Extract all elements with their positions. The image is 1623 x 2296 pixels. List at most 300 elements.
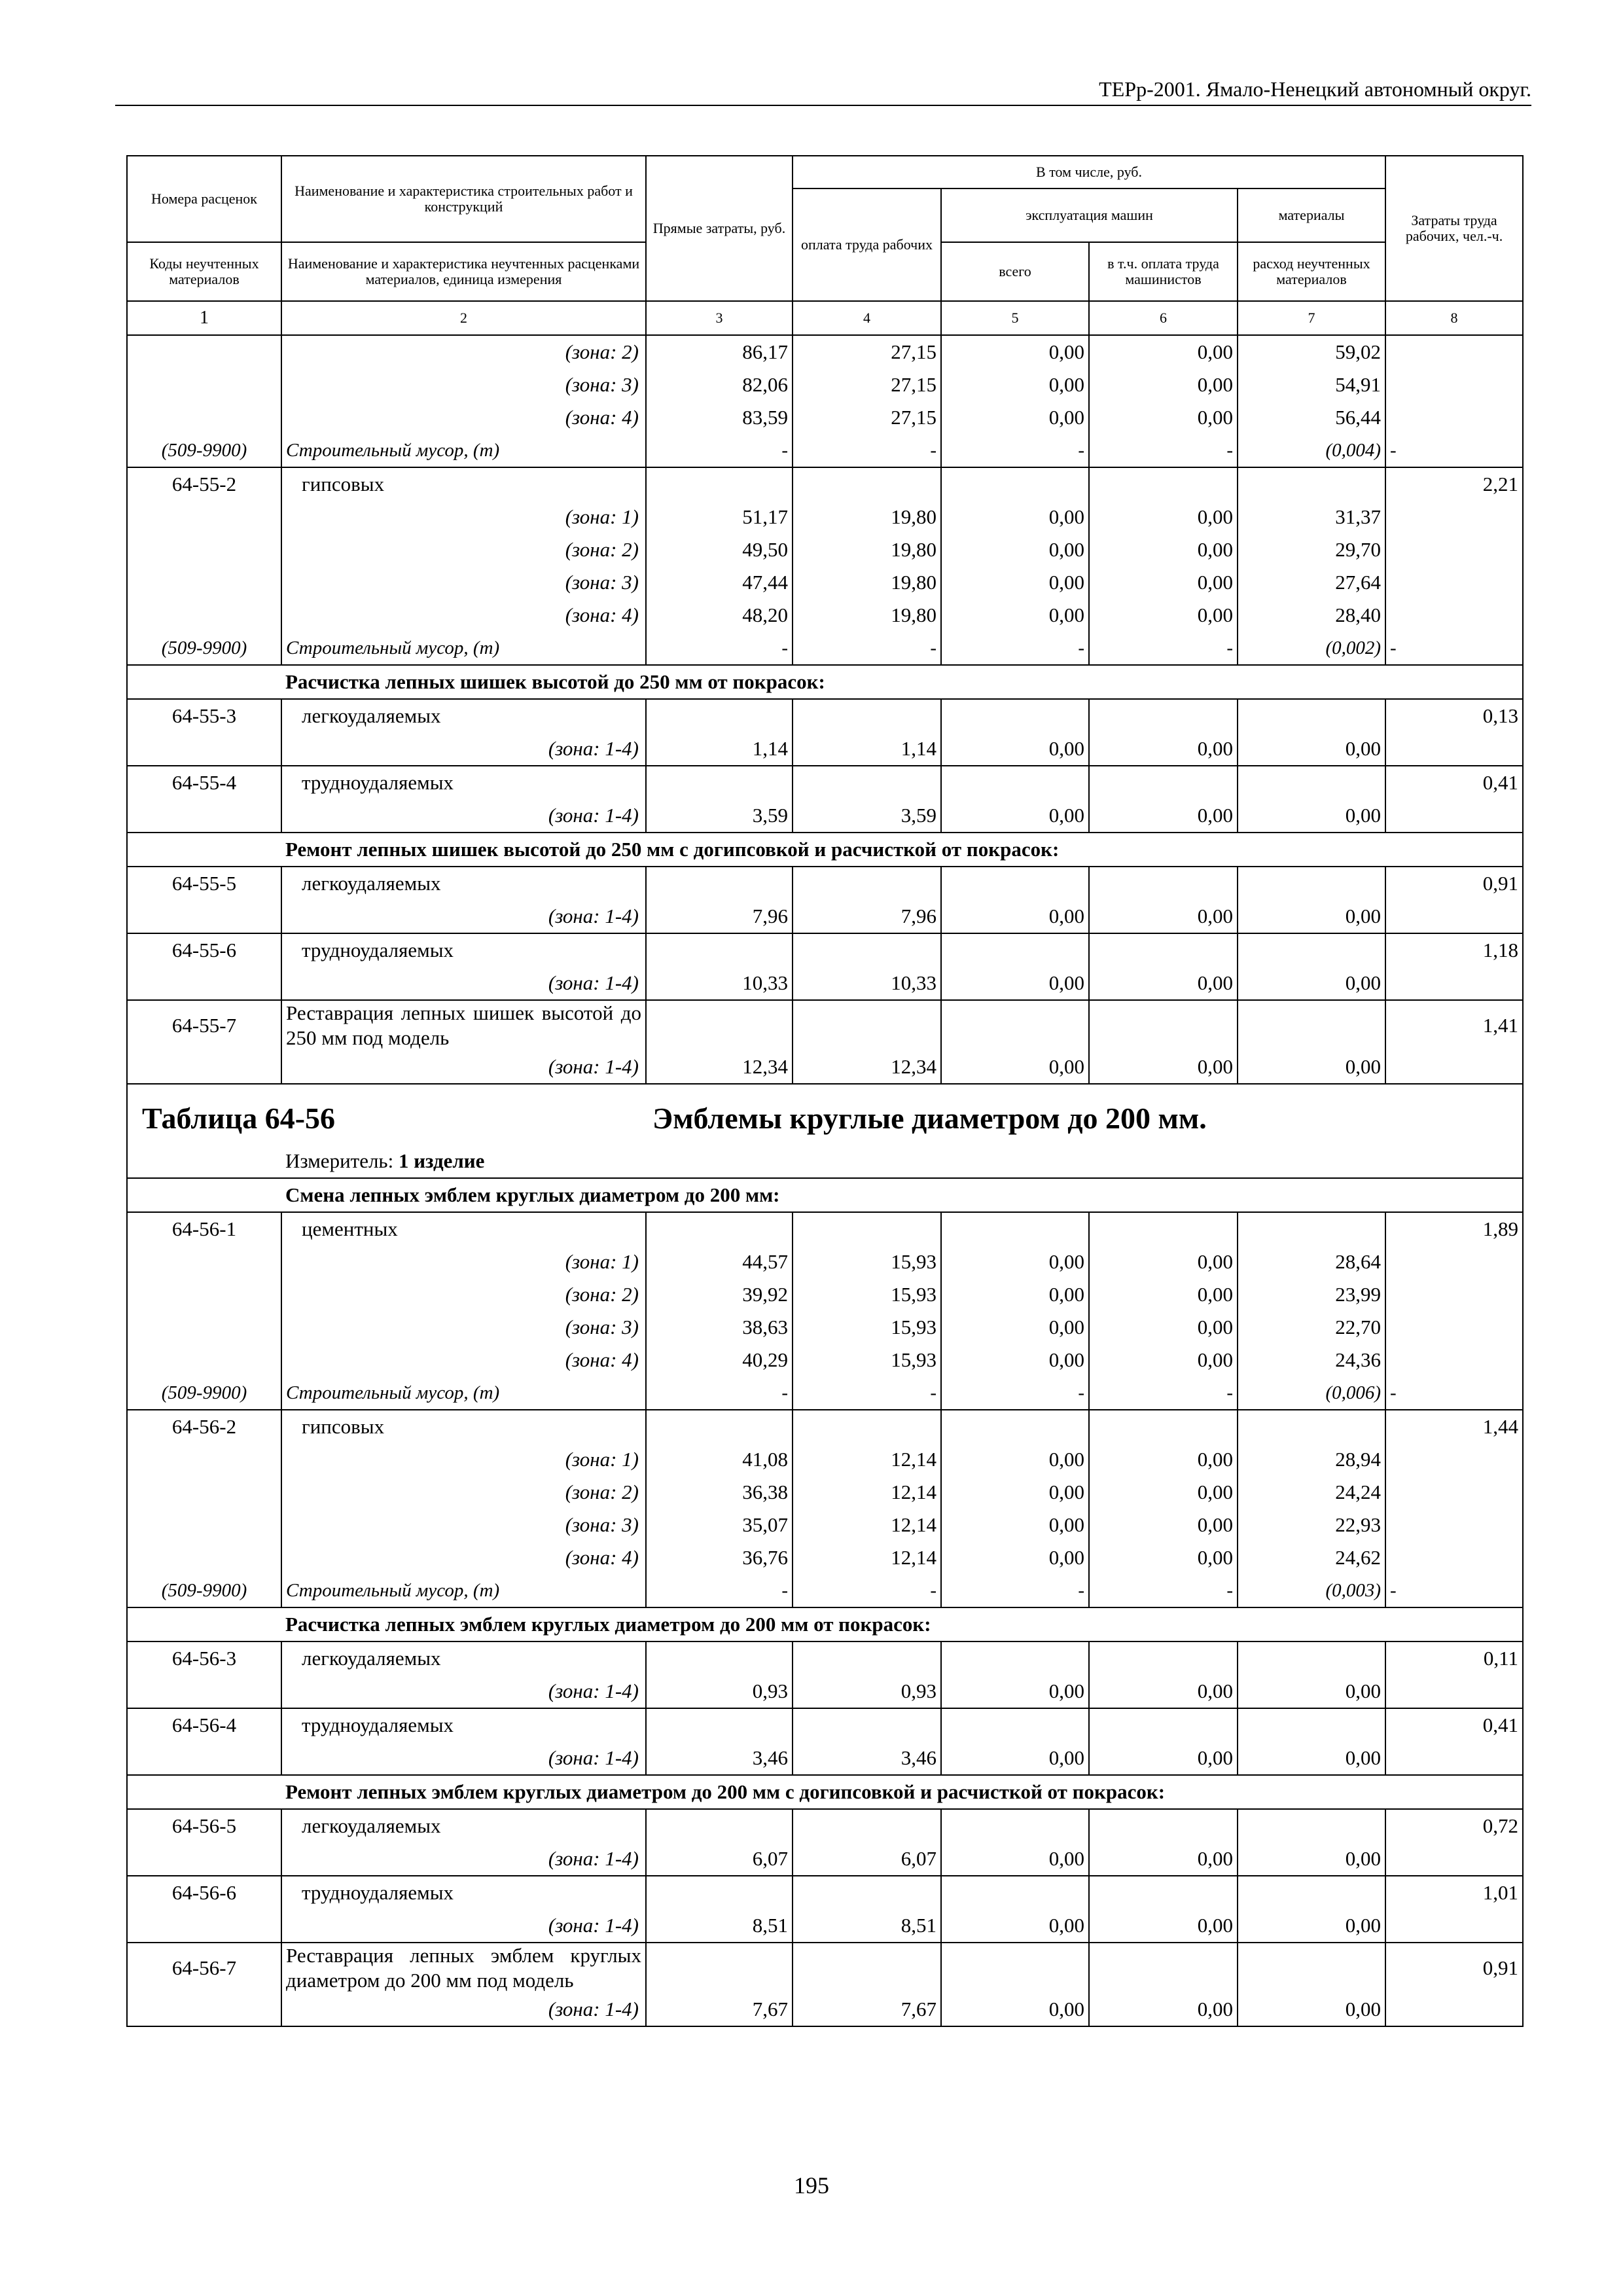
cell-materials: 56,44 xyxy=(1238,401,1385,434)
col5-header: всего xyxy=(941,242,1089,301)
section-title: Смена лепных эмблем круглых диаметром до 200 мм: xyxy=(281,1178,1523,1212)
cell-materials: 0,00 xyxy=(1238,1842,1385,1876)
material-row xyxy=(127,632,1523,665)
rate-name: трудноудаляемых xyxy=(281,766,646,799)
cell-labor-pay: 19,80 xyxy=(793,599,941,632)
rate-row xyxy=(127,766,1523,799)
cell-machines: 0,00 xyxy=(941,501,1089,533)
rate-row xyxy=(127,1212,1523,1246)
zone-label: (зона: 2) xyxy=(281,335,646,368)
dash: - xyxy=(941,434,1089,467)
cell-materials: 24,24 xyxy=(1238,1476,1385,1509)
page-header xyxy=(115,77,1531,103)
dash: - xyxy=(793,434,941,467)
zone-row xyxy=(127,799,1523,833)
rate-row xyxy=(127,1410,1523,1443)
rate-code: 64-55-5 xyxy=(127,867,281,900)
cell-machinists: 0,00 xyxy=(1089,732,1238,766)
rate-name: трудноудаляемых xyxy=(281,1876,646,1909)
dash: - xyxy=(941,632,1089,665)
cell-direct: 48,20 xyxy=(646,599,793,632)
zone-label: (зона: 4) xyxy=(281,1344,646,1376)
zone-label: (зона: 1-4) xyxy=(281,1050,646,1084)
cell-machinists: 0,00 xyxy=(1089,1443,1238,1476)
labor-hours: 1,01 xyxy=(1385,1876,1523,1909)
cell-labor-pay: 27,15 xyxy=(793,335,941,368)
cell-machines: 0,00 xyxy=(941,566,1089,599)
zone-row xyxy=(127,1311,1523,1344)
cell-machinists: 0,00 xyxy=(1089,1311,1238,1344)
rate-row xyxy=(127,467,1523,501)
zone-label: (зона: 4) xyxy=(281,401,646,434)
cell-machines: 0,00 xyxy=(941,1675,1089,1708)
rate-code: 64-56-3 xyxy=(127,1641,281,1675)
rate-name: легкоудаляемых xyxy=(281,867,646,900)
cell-labor-pay: 1,14 xyxy=(793,732,941,766)
zone-label: (зона: 1) xyxy=(281,1246,646,1278)
dash: - xyxy=(646,1376,793,1410)
zone-label: (зона: 1-4) xyxy=(281,799,646,833)
material-amount: (0,004) xyxy=(1238,434,1385,467)
cell-machines: 0,00 xyxy=(941,900,1089,933)
dash: - xyxy=(646,434,793,467)
rate-row xyxy=(127,1708,1523,1742)
header-row-1 xyxy=(127,156,1523,188)
material-code: (509-9900) xyxy=(127,632,281,665)
dash: - xyxy=(793,632,941,665)
cell-machinists: 0,00 xyxy=(1089,1993,1238,2026)
cell-machinists: 0,00 xyxy=(1089,599,1238,632)
rate-name: цементных xyxy=(281,1212,646,1246)
cell-materials: 0,00 xyxy=(1238,967,1385,1000)
zone-label: (зона: 2) xyxy=(281,533,646,566)
zone-row xyxy=(127,1909,1523,1943)
dash: - xyxy=(941,1376,1089,1410)
material-name: Строительный мусор, (т) xyxy=(281,632,646,665)
zone-row xyxy=(127,566,1523,599)
cell-machinists: 0,00 xyxy=(1089,1842,1238,1876)
measure-cell xyxy=(281,1145,1523,1178)
col-num: 5 xyxy=(941,301,1089,335)
dash: - xyxy=(1089,434,1238,467)
dash: - xyxy=(646,632,793,665)
zone-row xyxy=(127,1278,1523,1311)
cell-direct: 8,51 xyxy=(646,1909,793,1943)
col-num: 1 xyxy=(127,301,281,335)
table-title-row xyxy=(127,1084,1523,1145)
cell-machinists: 0,00 xyxy=(1089,501,1238,533)
zone-label: (зона: 1) xyxy=(281,501,646,533)
page-number: 195 xyxy=(794,2172,829,2198)
cell-machines: 0,00 xyxy=(941,1311,1089,1344)
rate-code: 64-56-2 xyxy=(127,1410,281,1443)
cell-materials: 27,64 xyxy=(1238,566,1385,599)
cell-materials: 0,00 xyxy=(1238,1909,1385,1943)
cell-machines: 0,00 xyxy=(941,967,1089,1000)
col2-top-header: Наименование и характеристика строительных работ и конструкций xyxy=(281,156,646,242)
col-num: 3 xyxy=(646,301,793,335)
cell-machinists: 0,00 xyxy=(1089,1909,1238,1943)
labor-hours: 0,11 xyxy=(1385,1641,1523,1675)
dash: - xyxy=(793,1574,941,1607)
col3-header: Прямые затраты, руб. xyxy=(646,156,793,301)
labor-hours: 0,91 xyxy=(1385,1943,1523,1993)
rate-code: 64-56-6 xyxy=(127,1876,281,1909)
zone-label: (зона: 1-4) xyxy=(281,1842,646,1876)
cell-machinists: 0,00 xyxy=(1089,1278,1238,1311)
labor-hours: 0,41 xyxy=(1385,1708,1523,1742)
dash: - xyxy=(1089,1574,1238,1607)
material-name: Строительный мусор, (т) xyxy=(281,434,646,467)
rate-row xyxy=(127,1641,1523,1675)
cell-machines: 0,00 xyxy=(941,1842,1089,1876)
cell-direct: 7,96 xyxy=(646,900,793,933)
cell-labor-pay: 15,93 xyxy=(793,1278,941,1311)
cell-labor-pay: 27,15 xyxy=(793,401,941,434)
zone-row xyxy=(127,1742,1523,1775)
cell-machines: 0,00 xyxy=(941,533,1089,566)
dash: - xyxy=(1385,434,1523,467)
material-code: (509-9900) xyxy=(127,1574,281,1607)
rate-name: гипсовых xyxy=(281,1410,646,1443)
rate-name: легкоудаляемых xyxy=(281,1641,646,1675)
table-title-cell xyxy=(127,1084,1523,1145)
col-num: 8 xyxy=(1385,301,1523,335)
zone-label: (зона: 1-4) xyxy=(281,1993,646,2026)
zone-row xyxy=(127,1993,1523,2026)
zone-label: (зона: 3) xyxy=(281,368,646,401)
cell-labor-pay: 15,93 xyxy=(793,1344,941,1376)
cell-labor-pay: 15,93 xyxy=(793,1311,941,1344)
cell-machinists: 0,00 xyxy=(1089,401,1238,434)
zone-label: (зона: 4) xyxy=(281,1541,646,1574)
cell-direct: 0,93 xyxy=(646,1675,793,1708)
cell-materials: 31,37 xyxy=(1238,501,1385,533)
rate-row xyxy=(127,1943,1523,1993)
labor-hours: 1,18 xyxy=(1385,933,1523,967)
cell-labor-pay: 0,93 xyxy=(793,1675,941,1708)
zone-label: (зона: 4) xyxy=(281,599,646,632)
rate-name: легкоудаляемых xyxy=(281,699,646,732)
cell-materials: 28,94 xyxy=(1238,1443,1385,1476)
cell-machines: 0,00 xyxy=(941,401,1089,434)
section-row xyxy=(127,1607,1523,1641)
cell-labor-pay: 12,14 xyxy=(793,1443,941,1476)
cell-direct: 41,08 xyxy=(646,1443,793,1476)
rate-code: 64-56-1 xyxy=(127,1212,281,1246)
dash: - xyxy=(1089,632,1238,665)
cell-direct: 6,07 xyxy=(646,1842,793,1876)
cell-labor-pay: 3,59 xyxy=(793,799,941,833)
cell-materials: 28,40 xyxy=(1238,599,1385,632)
zone-label: (зона: 2) xyxy=(281,1278,646,1311)
cell-labor-pay: 6,07 xyxy=(793,1842,941,1876)
cell-materials: 22,93 xyxy=(1238,1509,1385,1541)
cell-direct: 7,67 xyxy=(646,1993,793,2026)
material-code: (509-9900) xyxy=(127,1376,281,1410)
section-title: Расчистка лепных эмблем круглых диаметром до 200 мм от покрасок: xyxy=(281,1607,1523,1641)
zone-row xyxy=(127,1842,1523,1876)
cell-labor-pay: 7,67 xyxy=(793,1993,941,2026)
cell-machines: 0,00 xyxy=(941,732,1089,766)
zone-row xyxy=(127,1675,1523,1708)
zone-row xyxy=(127,732,1523,766)
section-title: Ремонт лепных эмблем круглых диаметром до 200 мм с догипсовкой и расчисткой от покрасок: xyxy=(281,1775,1523,1809)
col2-bottom-header: Наименование и характеристика неучтенных расценками материалов, единица измерения xyxy=(281,242,646,301)
rate-code: 64-56-4 xyxy=(127,1708,281,1742)
cell-direct: 51,17 xyxy=(646,501,793,533)
cell-machinists: 0,00 xyxy=(1089,900,1238,933)
cell-machines: 0,00 xyxy=(941,1909,1089,1943)
rates-table xyxy=(126,155,1524,2027)
cell-materials: 24,62 xyxy=(1238,1541,1385,1574)
cell-machinists: 0,00 xyxy=(1089,335,1238,368)
zone-row xyxy=(127,335,1523,368)
labor-hours: 2,21 xyxy=(1385,467,1523,501)
col6-header: в т.ч. оплата труда машинистов xyxy=(1089,242,1238,301)
rate-row xyxy=(127,699,1523,732)
cell-direct: 36,76 xyxy=(646,1541,793,1574)
material-code: (509-9900) xyxy=(127,434,281,467)
zone-label: (зона: 1-4) xyxy=(281,1675,646,1708)
cell-direct: 3,46 xyxy=(646,1742,793,1775)
cell-direct: 12,34 xyxy=(646,1050,793,1084)
col4-header: оплата труда рабочих xyxy=(793,188,941,301)
cell-labor-pay: 3,46 xyxy=(793,1742,941,1775)
cell-machines: 0,00 xyxy=(941,1541,1089,1574)
cell-machines: 0,00 xyxy=(941,1476,1089,1509)
material-amount: (0,006) xyxy=(1238,1376,1385,1410)
cell-direct: 35,07 xyxy=(646,1509,793,1541)
dash: - xyxy=(1089,1376,1238,1410)
cell-machinists: 0,00 xyxy=(1089,533,1238,566)
cell-materials: 28,64 xyxy=(1238,1246,1385,1278)
col-num: 6 xyxy=(1089,301,1238,335)
cell-materials: 0,00 xyxy=(1238,900,1385,933)
material-name: Строительный мусор, (т) xyxy=(281,1574,646,1607)
cell-labor-pay: 7,96 xyxy=(793,900,941,933)
zone-row xyxy=(127,368,1523,401)
cell-labor-pay: 27,15 xyxy=(793,368,941,401)
labor-hours: 1,44 xyxy=(1385,1410,1523,1443)
cell-machines: 0,00 xyxy=(941,1993,1089,2026)
cell-direct: 36,38 xyxy=(646,1476,793,1509)
table-title: Эмблемы круглые диаметром до 200 мм. xyxy=(652,1102,1207,1135)
zone-label: (зона: 1) xyxy=(281,1443,646,1476)
rate-code: 64-55-2 xyxy=(127,467,281,501)
measure-value: 1 изделие xyxy=(398,1149,485,1172)
zone-label: (зона: 1-4) xyxy=(281,1909,646,1943)
cell-materials: 0,00 xyxy=(1238,732,1385,766)
cell-direct: 86,17 xyxy=(646,335,793,368)
cell-direct: 83,59 xyxy=(646,401,793,434)
cell-machines: 0,00 xyxy=(941,1509,1089,1541)
cell-direct: 1,14 xyxy=(646,732,793,766)
rate-code: 64-56-7 xyxy=(127,1943,281,1993)
cell-machines: 0,00 xyxy=(941,1443,1089,1476)
cell-machines: 0,00 xyxy=(941,1742,1089,1775)
zone-row xyxy=(127,1509,1523,1541)
cell-labor-pay: 8,51 xyxy=(793,1909,941,1943)
zone-label: (зона: 1-4) xyxy=(281,1742,646,1775)
cell-machinists: 0,00 xyxy=(1089,1344,1238,1376)
zone-row xyxy=(127,1541,1523,1574)
labor-hours: 0,41 xyxy=(1385,766,1523,799)
cell-direct: 39,92 xyxy=(646,1278,793,1311)
cell-machinists: 0,00 xyxy=(1089,566,1238,599)
cell-materials: 29,70 xyxy=(1238,533,1385,566)
section-row xyxy=(127,833,1523,867)
cell-materials: 54,91 xyxy=(1238,368,1385,401)
material-row xyxy=(127,1376,1523,1410)
cell-machinists: 0,00 xyxy=(1089,1675,1238,1708)
zone-label: (зона: 2) xyxy=(281,1476,646,1509)
cell-machines: 0,00 xyxy=(941,368,1089,401)
rate-code: 64-55-3 xyxy=(127,699,281,732)
col1-top-header: Номера расценок xyxy=(127,156,281,242)
measure-label: Измеритель: xyxy=(285,1149,394,1172)
rate-row xyxy=(127,1809,1523,1842)
material-row xyxy=(127,434,1523,467)
cell-machinists: 0,00 xyxy=(1089,967,1238,1000)
section-row xyxy=(127,665,1523,699)
rate-name: Реставрация лепных эмблем круглых диаметром до 200 мм под модель xyxy=(281,1943,646,1993)
dash: - xyxy=(646,1574,793,1607)
zone-row xyxy=(127,501,1523,533)
zone-row xyxy=(127,401,1523,434)
cell-machinists: 0,00 xyxy=(1089,1476,1238,1509)
cell-labor-pay: 12,14 xyxy=(793,1509,941,1541)
rate-name: трудноудаляемых xyxy=(281,1708,646,1742)
cell-machinists: 0,00 xyxy=(1089,1742,1238,1775)
rate-name: гипсовых xyxy=(281,467,646,501)
zone-row xyxy=(127,1443,1523,1476)
rate-name: легкоудаляемых xyxy=(281,1809,646,1842)
cell-direct: 49,50 xyxy=(646,533,793,566)
labor-hours: 0,13 xyxy=(1385,699,1523,732)
rate-name: трудноудаляемых xyxy=(281,933,646,967)
incl-header: В том числе, руб. xyxy=(793,156,1385,188)
rate-code: 64-55-7 xyxy=(127,1000,281,1050)
section-row xyxy=(127,1775,1523,1809)
cell-materials: 0,00 xyxy=(1238,1675,1385,1708)
table-label: Таблица 64-56 xyxy=(142,1102,336,1135)
col8-header: Затраты труда рабочих, чел.-ч. xyxy=(1385,156,1523,301)
section-row xyxy=(127,1178,1523,1212)
cell-machines: 0,00 xyxy=(941,1050,1089,1084)
section-title: Расчистка лепных шишек высотой до 250 мм от покрасок: xyxy=(281,665,1523,699)
cell-labor-pay: 19,80 xyxy=(793,566,941,599)
labor-hours: 1,89 xyxy=(1385,1212,1523,1246)
rate-name: Реставрация лепных шишек высотой до 250 мм под модель xyxy=(281,1000,646,1050)
zone-label: (зона: 1-4) xyxy=(281,732,646,766)
dash: - xyxy=(793,1376,941,1410)
cell-labor-pay: 12,34 xyxy=(793,1050,941,1084)
cell-labor-pay: 19,80 xyxy=(793,533,941,566)
rate-row xyxy=(127,1876,1523,1909)
material-amount: (0,003) xyxy=(1238,1574,1385,1607)
zone-row xyxy=(127,967,1523,1000)
col-num: 4 xyxy=(793,301,941,335)
labor-hours: 0,91 xyxy=(1385,867,1523,900)
cell-materials: 0,00 xyxy=(1238,1993,1385,2026)
header-rule xyxy=(115,105,1531,106)
cell-materials: 23,99 xyxy=(1238,1278,1385,1311)
cell-direct: 82,06 xyxy=(646,368,793,401)
cell-labor-pay: 12,14 xyxy=(793,1541,941,1574)
material-amount: (0,002) xyxy=(1238,632,1385,665)
page-header-title: ТЕРр-2001. Ямало-Ненецкий автономный округ. xyxy=(1099,77,1531,101)
cell-labor-pay: 12,14 xyxy=(793,1476,941,1509)
dash: - xyxy=(1385,632,1523,665)
cell-machines: 0,00 xyxy=(941,1246,1089,1278)
zone-row xyxy=(127,1344,1523,1376)
cell-direct: 40,29 xyxy=(646,1344,793,1376)
material-row xyxy=(127,1574,1523,1607)
rate-code: 64-55-6 xyxy=(127,933,281,967)
zone-label: (зона: 1-4) xyxy=(281,900,646,933)
cell-direct: 3,59 xyxy=(646,799,793,833)
cell-machines: 0,00 xyxy=(941,599,1089,632)
cell-machinists: 0,00 xyxy=(1089,1509,1238,1541)
section-title: Ремонт лепных шишек высотой до 250 мм с догипсовкой и расчисткой от покрасок: xyxy=(281,833,1523,867)
col1-bottom-header: Коды неучтенных материалов xyxy=(127,242,281,301)
cell-labor-pay: 19,80 xyxy=(793,501,941,533)
zone-label: (зона: 3) xyxy=(281,1311,646,1344)
rate-row xyxy=(127,933,1523,967)
material-name: Строительный мусор, (т) xyxy=(281,1376,646,1410)
cell-materials: 59,02 xyxy=(1238,335,1385,368)
cell-machines: 0,00 xyxy=(941,1278,1089,1311)
materials-header: материалы xyxy=(1238,188,1385,242)
cell-materials: 22,70 xyxy=(1238,1311,1385,1344)
labor-hours: 0,72 xyxy=(1385,1809,1523,1842)
zone-row xyxy=(127,599,1523,632)
cell-machinists: 0,00 xyxy=(1089,1541,1238,1574)
rate-code: 64-56-5 xyxy=(127,1809,281,1842)
zone-label: (зона: 3) xyxy=(281,566,646,599)
cell-machines: 0,00 xyxy=(941,799,1089,833)
cell-materials: 24,36 xyxy=(1238,1344,1385,1376)
rate-row xyxy=(127,1000,1523,1050)
cell-machines: 0,00 xyxy=(941,335,1089,368)
cell-machinists: 0,00 xyxy=(1089,1246,1238,1278)
cell-direct: 47,44 xyxy=(646,566,793,599)
cell-direct: 10,33 xyxy=(646,967,793,1000)
cell-machinists: 0,00 xyxy=(1089,368,1238,401)
zone-label: (зона: 3) xyxy=(281,1509,646,1541)
cell-labor-pay: 10,33 xyxy=(793,967,941,1000)
cell-machinists: 0,00 xyxy=(1089,1050,1238,1084)
dash: - xyxy=(941,1574,1089,1607)
cell-materials: 0,00 xyxy=(1238,1742,1385,1775)
zone-row xyxy=(127,900,1523,933)
dash: - xyxy=(1385,1376,1523,1410)
cell-labor-pay: 15,93 xyxy=(793,1246,941,1278)
zone-row xyxy=(127,1476,1523,1509)
zone-row xyxy=(127,1246,1523,1278)
zone-row xyxy=(127,533,1523,566)
cell-direct: 38,63 xyxy=(646,1311,793,1344)
measure-row xyxy=(127,1145,1523,1178)
rate-row xyxy=(127,867,1523,900)
labor-hours: 1,41 xyxy=(1385,1000,1523,1050)
cell-machines: 0,00 xyxy=(941,1344,1089,1376)
cell-materials: 0,00 xyxy=(1238,1050,1385,1084)
cell-direct: 44,57 xyxy=(646,1246,793,1278)
zone-row xyxy=(127,1050,1523,1084)
col7-header: расход неучтенных материалов xyxy=(1238,242,1385,301)
